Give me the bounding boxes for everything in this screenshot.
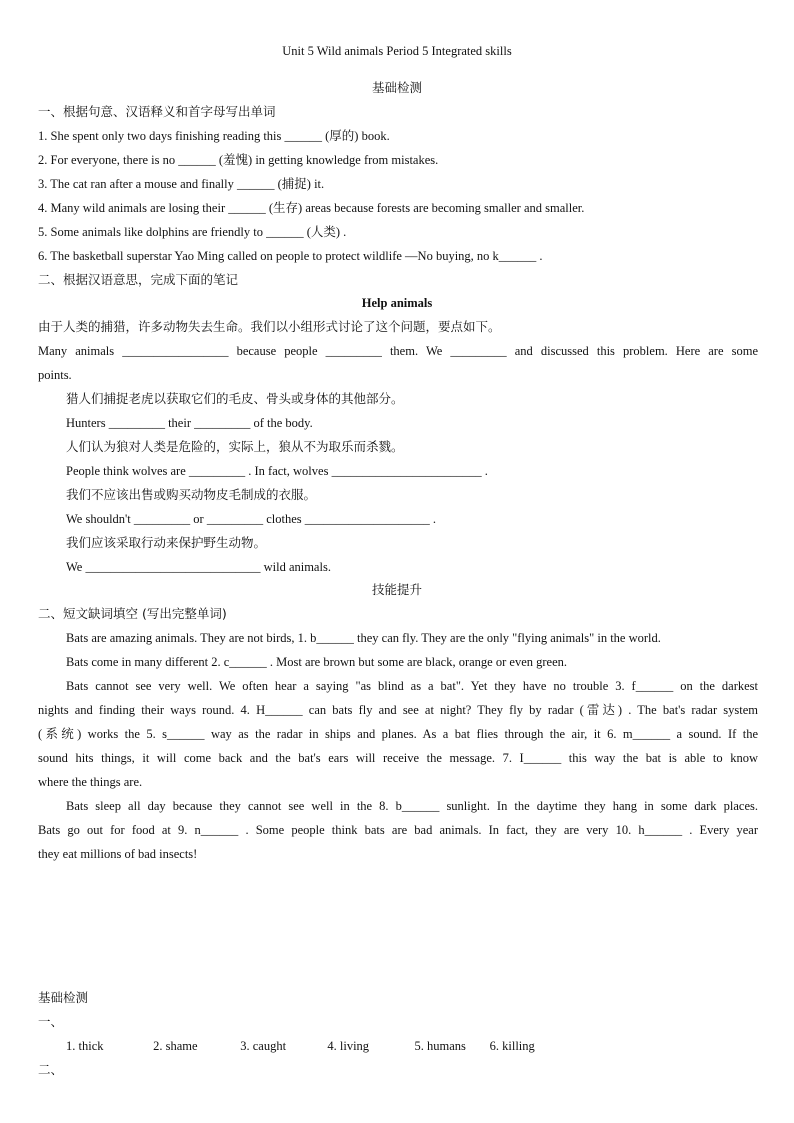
notes-intro-cn: 由于人类的捕猎，许多动物失去生命。我们以小组形式讨论了这个问题，要点如下。 (38, 319, 501, 334)
exercise-item-2: 2. For everyone, there is no ______ (羞愧) in getting knowledge from mistakes. (38, 153, 439, 167)
page-title: Unit 5 Wild animals Period 5 Integrated skills (282, 44, 512, 58)
note-2-cn: 人们认为狼对人类是危险的，实际上，狼从不为取乐而杀戮。 (66, 439, 404, 454)
passage-line-9: Bats go out for food at 9. n______ . Some people think bats are bad animals. In fact, they are very 10. h______ . Every year (38, 823, 758, 837)
answer-part2-label: 二、 (38, 1062, 64, 1077)
exercise-item-4: 4. Many wild animals are losing their ______ (生存) areas because forests are becoming smaller and smaller. (38, 201, 585, 215)
answer-item: 1. thick (66, 1039, 104, 1053)
notes-intro-en-cont: points. (38, 368, 72, 382)
note-3-en: We shouldn't _________ or _________ clothes ____________________ . (66, 512, 436, 526)
passage-line-1: Bats are amazing animals. They are not birds, 1. b______ they can fly. They are the only "flying animals" in the world. (66, 631, 661, 645)
exercise-item-3: 3. The cat ran after a mouse and finally ______ (捕捉) it. (38, 177, 325, 191)
section-title-basic: 基础检测 (371, 80, 422, 95)
note-3-cn: 我们不应该出售或购买动物皮毛制成的衣服。 (66, 487, 317, 502)
exercise-item-1: 1. She spent only two days finishing reading this ______ (厚的) book. (38, 129, 390, 143)
part3-heading: 二、短文缺词填空 (写出完整单词) (38, 606, 227, 621)
answer-part1-label: 一、 (38, 1014, 64, 1029)
note-4-en: We ____________________________ wild animals. (66, 560, 331, 574)
exercise-item-6: 6. The basketball superstar Yao Ming called on people to protect wildlife —No buying, no k______ . (38, 249, 543, 263)
passage-line-7: where the things are. (38, 775, 143, 789)
passage-line-5: (系统) works the 5. s______ way as the radar in ships and planes. As a bat flies through the air, it 6. m______ a sound. If the (38, 727, 758, 741)
section-title-skill: 技能提升 (371, 582, 422, 597)
passage-line-2: Bats come in many different 2. c______ . Most are brown but some are black, orange or even green. (66, 655, 568, 669)
note-2-en: People think wolves are _________ . In fact, wolves ________________________ . (66, 464, 488, 478)
passage-line-8: Bats sleep all day because they cannot see well in the 8. b______ sunlight. In the daytime they hang in some dark places. (66, 799, 758, 813)
answer-part1-row (66, 1038, 535, 1054)
notes-title: Help animals (361, 296, 433, 310)
passage-line-3: Bats cannot see very well. We often hear a saying "as blind as a bat". Yet they have no trouble 3. f______ on the darkest (66, 679, 758, 693)
answer-item: 3. caught (240, 1039, 287, 1053)
part1-heading: 一、根据句意、汉语释义和首字母写出单词 (38, 104, 276, 119)
passage-line-6: sound hits things, it will come back and the bat's ears will receive the message. 7. I______ this way the bat is able to know (38, 751, 758, 765)
note-4-cn: 我们应该采取行动来保护野生动物。 (66, 535, 267, 550)
answer-item: 4. living (327, 1039, 370, 1053)
passage-line-10: they eat millions of bad insects! (38, 847, 198, 861)
notes-intro-en: Many animals _________________ because people _________ them. We _________ and discussed this problem. Here are some (38, 344, 758, 358)
part2-heading: 二、根据汉语意思，完成下面的笔记 (38, 272, 239, 287)
passage-line-4: nights and finding their ways round. 4. H______ can bats fly and see at night? They fly by radar (雷达) . The bat's radar system (38, 703, 758, 717)
note-1-cn: 猎人们捕捉老虎以获取它们的毛皮、骨头或身体的其他部分。 (66, 391, 404, 406)
answer-item: 6. killing (489, 1039, 535, 1053)
answer-section-title: 基础检测 (38, 990, 89, 1005)
answer-item: 5. humans (414, 1039, 466, 1053)
note-1-en: Hunters _________ their _________ of the body. (66, 416, 313, 430)
answer-item: 2. shame (153, 1039, 198, 1053)
exercise-item-5: 5. Some animals like dolphins are friendly to ______ (人类) . (38, 225, 347, 239)
